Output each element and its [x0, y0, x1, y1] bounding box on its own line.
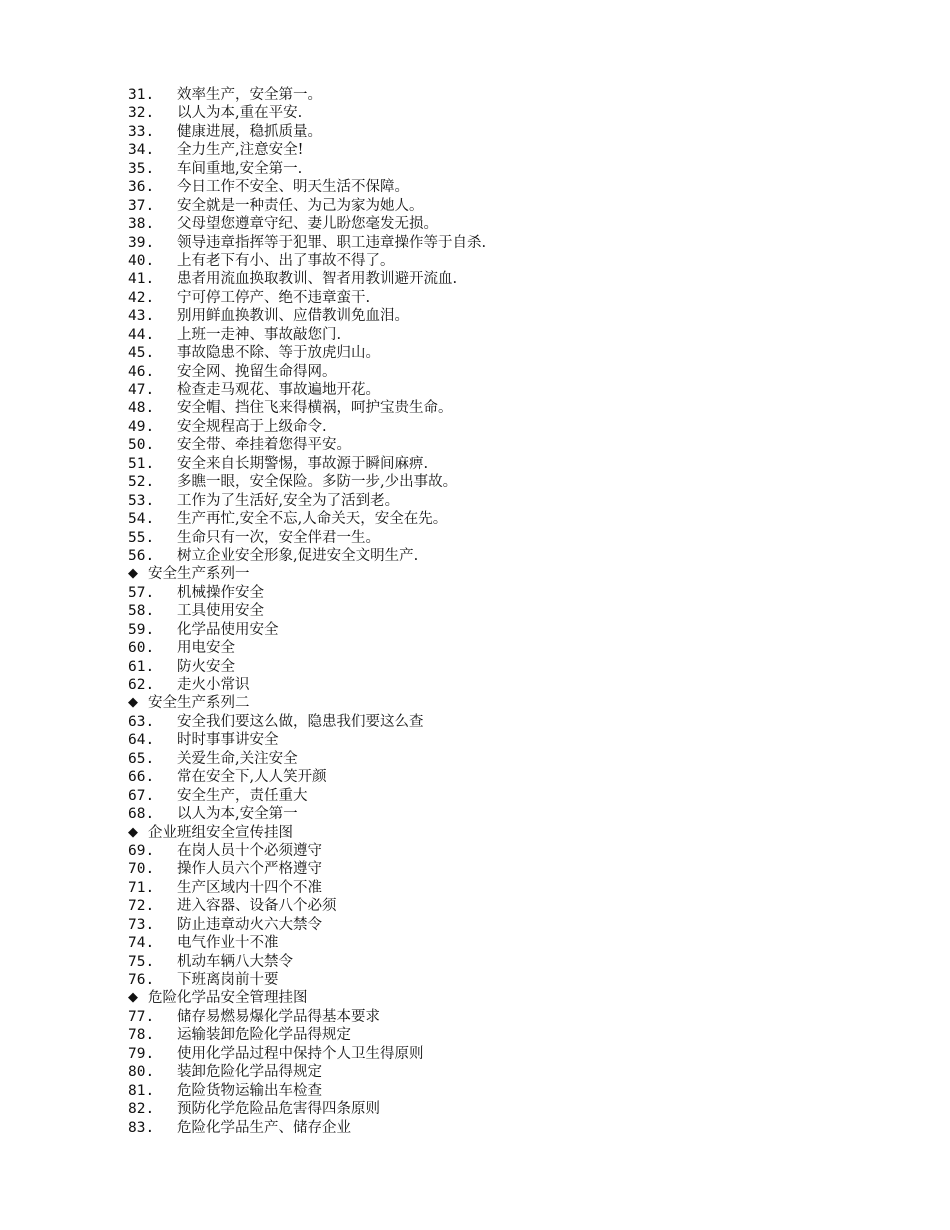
list-item	[128, 307, 888, 325]
list-item-text: 电气作业十不准	[177, 935, 279, 952]
list-item	[128, 750, 888, 768]
list-item-text: 下班离岗前十要	[177, 972, 279, 988]
list-item	[128, 234, 888, 252]
list-item-text: 安全帽、挡住飞来得横祸，呵护宝贵生命。	[177, 400, 453, 417]
list-item-text: 安全带、牵挂着您得平安。	[177, 437, 351, 454]
list-item	[128, 1045, 888, 1063]
list-item	[128, 1063, 888, 1081]
list-item-text: 安全我们要这么做，隐患我们要这么查	[177, 713, 424, 730]
list-item	[128, 473, 888, 491]
list-item-text: 生产再忙,安全不忘,人命关天，安全在先。	[177, 511, 448, 528]
list-item	[128, 381, 888, 399]
list-item-text: 机动车辆八大禁令	[177, 953, 293, 970]
list-item-number: 39.	[128, 234, 155, 251]
list-item-number: 31.	[128, 87, 155, 103]
list-item	[128, 529, 888, 547]
list-item-text: 上有老下有小、出了事故不得了。	[177, 252, 395, 269]
list-item-text: 使用化学品过程中保持个人卫生得原则	[177, 1045, 424, 1062]
list-item	[128, 1008, 888, 1026]
section-heading	[128, 824, 888, 842]
list-item-number: 66.	[128, 769, 155, 786]
list-item	[128, 639, 888, 657]
diamond-bullet-icon: ◆	[128, 990, 138, 1006]
list-item-text: 用电安全	[177, 640, 235, 657]
list-item	[128, 1119, 888, 1137]
list-item-text: 以人为本,重在平安.	[177, 105, 303, 122]
list-item	[128, 1082, 888, 1100]
list-item	[128, 289, 888, 307]
list-item-text: 常在安全下,人人笑开颜	[177, 769, 327, 786]
list-item-text: 事故隐患不除、等于放虎归山。	[177, 345, 380, 362]
list-item-text: 检查走马观花、事故遍地开花。	[177, 382, 380, 398]
section-heading-text: 企业班组安全宣传挂图	[148, 824, 293, 841]
section-heading	[128, 565, 888, 583]
list-item-number: 44.	[128, 326, 155, 343]
list-item-number: 35.	[128, 160, 155, 177]
list-item-number: 53.	[128, 492, 155, 509]
diamond-bullet-icon: ◆	[128, 695, 138, 711]
list-item-text: 安全来自长期警惕，事故源于瞬间麻痹.	[177, 455, 429, 472]
list-item	[128, 344, 888, 362]
list-item-number: 70.	[128, 861, 155, 878]
list-item-number: 80.	[128, 1064, 155, 1081]
list-item-number: 81.	[128, 1082, 155, 1099]
list-item-number: 79.	[128, 1045, 155, 1062]
section-heading-text: 安全生产系列二	[148, 695, 250, 712]
list-item	[128, 178, 888, 196]
diamond-bullet-icon: ◆	[128, 824, 138, 840]
list-item-text: 工作为了生活好,安全为了活到老。	[177, 492, 400, 509]
list-item-text: 树立企业安全形象,促进安全文明生产.	[177, 547, 419, 564]
list-item	[128, 1100, 888, 1118]
list-item-text: 防止违章动火六大禁令	[177, 916, 322, 933]
list-item	[128, 141, 888, 159]
list-item-text: 全力生产,注意安全!	[177, 142, 304, 159]
list-item-text: 多瞧一眼，安全保险。多防一步,少出事故。	[177, 474, 458, 491]
list-item	[128, 399, 888, 417]
list-item-text: 储存易燃易爆化学品得基本要求	[177, 1008, 380, 1025]
list-item-number: 50.	[128, 437, 155, 454]
list-item-number: 47.	[128, 382, 155, 398]
list-item-text: 生命只有一次，安全伴君一生。	[177, 529, 380, 546]
list-item	[128, 768, 888, 786]
list-item	[128, 104, 888, 122]
list-item-number: 43.	[128, 308, 155, 325]
list-item	[128, 731, 888, 749]
list-item-number: 51.	[128, 455, 155, 472]
list-item	[128, 363, 888, 381]
list-item-text: 安全就是一种责任、为己为家为她人。	[177, 197, 424, 214]
list-item-number: 58.	[128, 603, 155, 620]
list-item	[128, 1026, 888, 1044]
list-item-number: 41.	[128, 271, 155, 288]
list-item	[128, 123, 888, 141]
list-item-number: 46.	[128, 363, 155, 380]
list-item-text: 以人为本,安全第一	[177, 806, 298, 823]
list-item	[128, 842, 888, 860]
list-item-number: 72.	[128, 898, 155, 915]
section-heading-text: 危险化学品安全管理挂图	[148, 990, 308, 1007]
list-item-number: 63.	[128, 713, 155, 730]
list-item-number: 42.	[128, 289, 155, 306]
list-item-text: 走火小常识	[177, 677, 250, 693]
list-item	[128, 658, 888, 676]
list-item-number: 83.	[128, 1119, 155, 1136]
list-item-text: 危险化学品生产、储存企业	[177, 1119, 351, 1136]
list-item-text: 关爱生命,关注安全	[177, 750, 298, 767]
list-item-number: 68.	[128, 806, 155, 823]
list-item	[128, 860, 888, 878]
list-item-text: 别用鲜血换教训、应借教训免血泪。	[177, 308, 409, 325]
list-item-text: 预防化学危险品危害得四条原则	[177, 1101, 380, 1118]
list-item-number: 40.	[128, 252, 155, 269]
list-item	[128, 934, 888, 952]
diamond-bullet-icon: ◆	[128, 566, 138, 582]
list-item	[128, 215, 888, 233]
list-item-number: 37.	[128, 197, 155, 214]
list-item	[128, 510, 888, 528]
list-item-number: 34.	[128, 142, 155, 159]
list-item-number: 82.	[128, 1101, 155, 1118]
list-item-text: 安全规程高于上级命令.	[177, 418, 327, 435]
list-item-number: 73.	[128, 916, 155, 933]
list-item	[128, 787, 888, 805]
list-item-number: 45.	[128, 345, 155, 362]
list-item-text: 危险货物运输出车检查	[177, 1082, 322, 1099]
list-item	[128, 897, 888, 915]
list-item-text: 车间重地,安全第一.	[177, 160, 303, 177]
list-item	[128, 86, 888, 104]
list-item	[128, 676, 888, 694]
list-item	[128, 971, 888, 989]
list-item-text: 进入容器、设备八个必须	[177, 898, 337, 915]
list-item	[128, 418, 888, 436]
list-item	[128, 492, 888, 510]
list-item-text: 父母望您遵章守纪、妻儿盼您毫发无损。	[177, 216, 438, 233]
list-item	[128, 270, 888, 288]
list-item-text: 患者用流血换取教训、智者用教训避开流血.	[177, 271, 458, 288]
list-item	[128, 547, 888, 565]
list-item	[128, 602, 888, 620]
list-item-text: 在岗人员十个必须遵守	[177, 842, 322, 859]
list-item-text: 宁可停工停产、绝不违章蛮干.	[177, 289, 371, 306]
list-item	[128, 713, 888, 731]
list-item-number: 57.	[128, 584, 155, 601]
list-item	[128, 879, 888, 897]
list-item-text: 机械操作安全	[177, 584, 264, 601]
section-heading	[128, 989, 888, 1007]
list-item-number: 54.	[128, 511, 155, 528]
list-item-text: 上班一走神、事故敲您门.	[177, 326, 342, 343]
list-item-number: 67.	[128, 787, 155, 804]
list-item-number: 65.	[128, 750, 155, 767]
list-item	[128, 326, 888, 344]
list-item-text: 效率生产，安全第一。	[177, 87, 322, 103]
list-item-text: 操作人员六个严格遵守	[177, 861, 322, 878]
list-item-text: 安全生产，责任重大	[177, 787, 308, 804]
list-item-text: 领导违章指挥等于犯罪、职工违章操作等于自杀.	[177, 234, 487, 251]
list-item-text: 防火安全	[177, 658, 235, 675]
list-item	[128, 805, 888, 823]
list-item-number: 76.	[128, 972, 155, 988]
list-item-number: 48.	[128, 400, 155, 417]
list-item	[128, 160, 888, 178]
list-item-number: 60.	[128, 640, 155, 657]
section-heading-text: 安全生产系列一	[148, 566, 250, 583]
list-item	[128, 621, 888, 639]
list-item-text: 化学品使用安全	[177, 621, 279, 638]
list-item	[128, 252, 888, 270]
list-item	[128, 584, 888, 602]
section-heading	[128, 694, 888, 712]
list-item-text: 健康进展，稳抓质量。	[177, 123, 322, 140]
list-item-number: 32.	[128, 105, 155, 122]
list-item-number: 59.	[128, 621, 155, 638]
list-item-number: 77.	[128, 1008, 155, 1025]
list-item-text: 装卸危险化学品得规定	[177, 1064, 322, 1081]
list-item-number: 49.	[128, 418, 155, 435]
list-item-text: 安全网、挽留生命得网。	[177, 363, 337, 380]
list-item-number: 62.	[128, 677, 155, 693]
list-item-number: 52.	[128, 474, 155, 491]
list-item-number: 78.	[128, 1027, 155, 1044]
list-item	[128, 953, 888, 971]
list-item-number: 75.	[128, 953, 155, 970]
list-item-number: 36.	[128, 179, 155, 196]
list-item	[128, 916, 888, 934]
list-item-text: 工具使用安全	[177, 603, 264, 620]
list-item-number: 61.	[128, 658, 155, 675]
document-body	[128, 86, 888, 1137]
list-item-number: 56.	[128, 547, 155, 564]
list-item	[128, 197, 888, 215]
list-item-number: 71.	[128, 879, 155, 896]
list-item-number: 74.	[128, 935, 155, 952]
list-item	[128, 436, 888, 454]
list-item-text: 生产区域内十四个不准	[177, 879, 322, 896]
list-item-text: 时时事事讲安全	[177, 732, 279, 749]
list-item-number: 55.	[128, 529, 155, 546]
list-item-number: 69.	[128, 842, 155, 859]
list-item-number: 38.	[128, 216, 155, 233]
list-item-text: 运输装卸危险化学品得规定	[177, 1027, 351, 1044]
list-item-number: 33.	[128, 123, 155, 140]
list-item-number: 64.	[128, 732, 155, 749]
list-item-text: 今日工作不安全、明天生活不保障。	[177, 179, 409, 196]
list-item	[128, 455, 888, 473]
